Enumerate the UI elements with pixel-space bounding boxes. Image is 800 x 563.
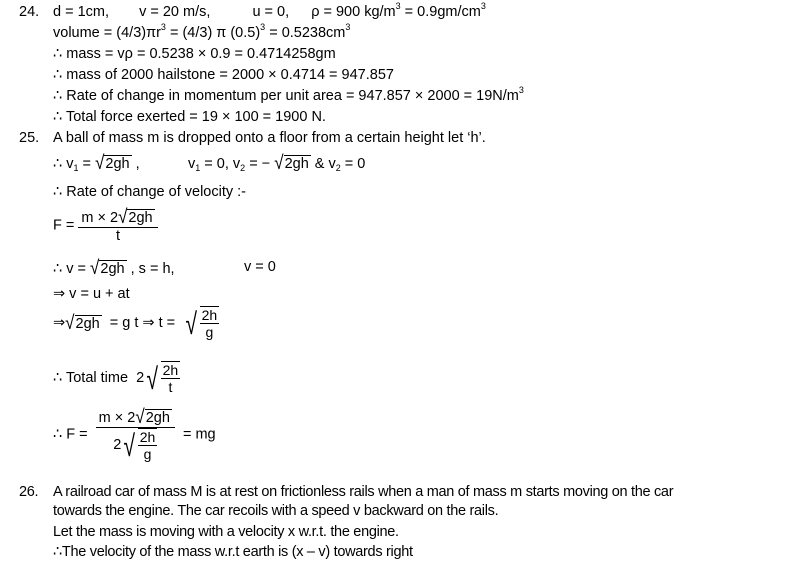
sqrt-expression: √2gh xyxy=(95,151,130,174)
sqrt-fraction: √ 2h g xyxy=(185,307,218,341)
fraction: $\frac{m \times 2√2gh}{t}$ xyxy=(78,207,157,244)
given-values-line: d = 1cm, v = 20 m/s, u = 0, ρ = 900 $kg/m^3 = 0.9gm/cm^3$ xyxy=(53,1,486,20)
problem-number: 25. xyxy=(19,130,40,146)
fraction: m × 2√2gh 2 √ 2h g xyxy=(96,407,175,462)
velocity-line: ∴ $v_1 = √2gh$ , xyxy=(53,151,140,174)
kinematics-line: ⇒ v = u + at xyxy=(53,286,130,302)
mass-line: ∴ mass = vρ = 0.5238 × 0.9 = 0.4714258gm xyxy=(53,46,336,62)
force-equation-1: F = $\frac{m \times 2√2gh}{t}$ xyxy=(53,207,158,244)
total-force-line: ∴ Total force exerted = 19 × 100 = 1900 N. xyxy=(53,109,326,125)
rate-of-change-label: ∴ Rate of change of velocity :- xyxy=(53,184,246,200)
problem-statement: A ball of mass m is dropped onto a floor from a certain height let ‘h’. xyxy=(53,130,486,146)
force-equation-2: ∴ F = m × 2√2gh 2 √ 2h g = mg xyxy=(53,405,216,463)
hailstone-mass-line: ∴ mass of 2000 hailstone = 2000 × 0.4714 = 947.857 xyxy=(53,67,394,83)
volume-line: volume = $(4/3)\pi r^3 = (4/3)$ π $(0.5)^3 = 0.5238cm^3$ xyxy=(53,22,351,41)
velocity-line-right: $v_1 = 0$, $v_2$ = − √2gh & $v_2 = 0$ xyxy=(188,151,366,174)
problem-statement-line-1: A railroad car of mass M is at rest on frictionless rails when a man of mass m starts moving on the car xyxy=(53,484,674,500)
sqrt-fraction: √ 2h t xyxy=(146,362,179,396)
sqrt-expression: √2gh xyxy=(274,151,309,174)
assumption-line: Let the mass is moving with a velocity x w.r.t. the engine. xyxy=(53,524,399,540)
final-velocity: v = 0 xyxy=(244,259,276,275)
conclusion-line: ∴The velocity of the mass w.r.t earth is (x – v) towards right xyxy=(53,544,413,560)
time-derivation-line: ⇒√2gh = g t ⇒ t = √ 2h g xyxy=(53,307,218,341)
v-s-line: ∴ v = √2gh , s = h, xyxy=(53,256,175,279)
problem-statement-line-2: towards the engine. The car recoils with a speed v backward on the rails. xyxy=(53,503,499,519)
total-time-line: ∴ Total time 2 √ 2h t xyxy=(53,362,179,396)
momentum-rate-line: ∴ Rate of change in momentum per unit area = $947.857 \times 2000 = 19N/m^3$ xyxy=(53,85,524,104)
problem-number: 26. xyxy=(19,484,39,500)
problem-number: 24. xyxy=(19,4,40,20)
